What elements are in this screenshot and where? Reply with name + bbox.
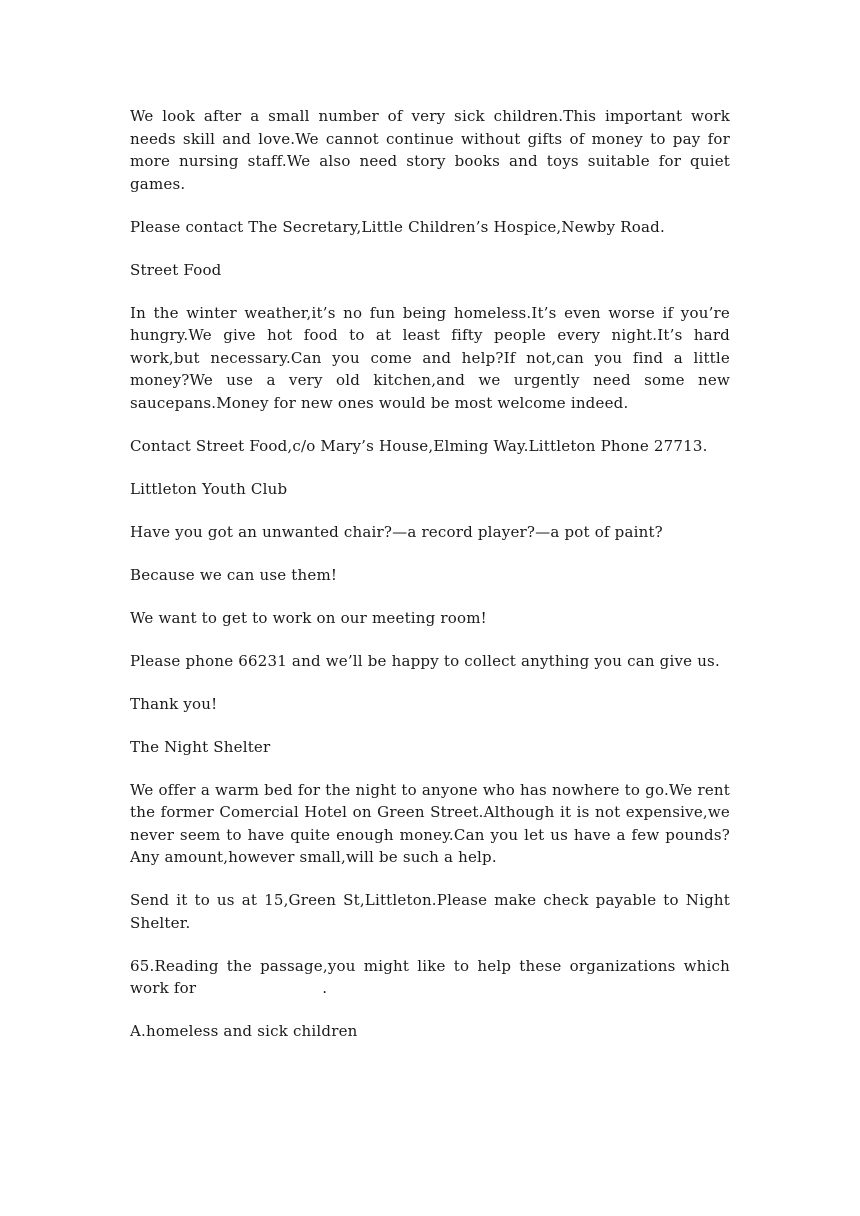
youth-club-question: Have you got an unwanted chair?—a record player?—a pot of paint? [130,522,663,541]
youth-club-thanks: Thank you! [130,694,218,713]
night-shelter-contact: Send it to us at 15,Green St,Littleton.Please make check payable to Night Shelter. [130,891,730,932]
hospice-description: We look after a small number of very sick children.This important work needs skill and love.We cannot continue without gifts of money to pay for more nursing staff.We also need story books and toys suitable for quiet games. [130,107,730,193]
question-end: . [322,979,328,997]
street-food-contact: Contact Street Food,c/o Mary’s House,Elming Way.Littleton Phone 27713. [130,436,708,455]
youth-club-heading: Littleton Youth Club [130,479,288,498]
night-shelter-heading: The Night Shelter [130,737,271,756]
youth-club-reason: Because we can use them! [130,565,338,584]
street-food-description: In the winter weather,it’s no fun being homeless.It’s even worse if you’re hungry.We give hot food to at least fifty people every night.It’s hard work,but necessary.Can you come and help?If not,can you find a little money?We use a very old kitchen,and we urgently need some new saucepans.Money for new ones would be most welcome indeed. [130,303,730,412]
option-a: A.homeless and sick children [130,1022,358,1040]
document-page [130,105,730,1063]
street-food-heading: Street Food [130,260,222,279]
youth-club-goal: We want to get to work on our meeting room! [130,608,487,627]
youth-club-contact: Please phone 66231 and we’ll be happy to collect anything you can give us. [130,651,720,670]
hospice-contact: Please contact The Secretary,Little Children’s Hospice,Newby Road. [130,217,665,236]
question-stem: 65.Reading the passage,you might like to help these organizations which work for [130,956,730,997]
night-shelter-description: We offer a warm bed for the night to anyone who has nowhere to go.We rent the former Comercial Hotel on Green Street.Although it is not expensive,we never seem to have quite enough money.Can you let us have a few pounds?Any amount,however small,will be such a help. [130,780,730,866]
question-65 [130,955,730,1000]
